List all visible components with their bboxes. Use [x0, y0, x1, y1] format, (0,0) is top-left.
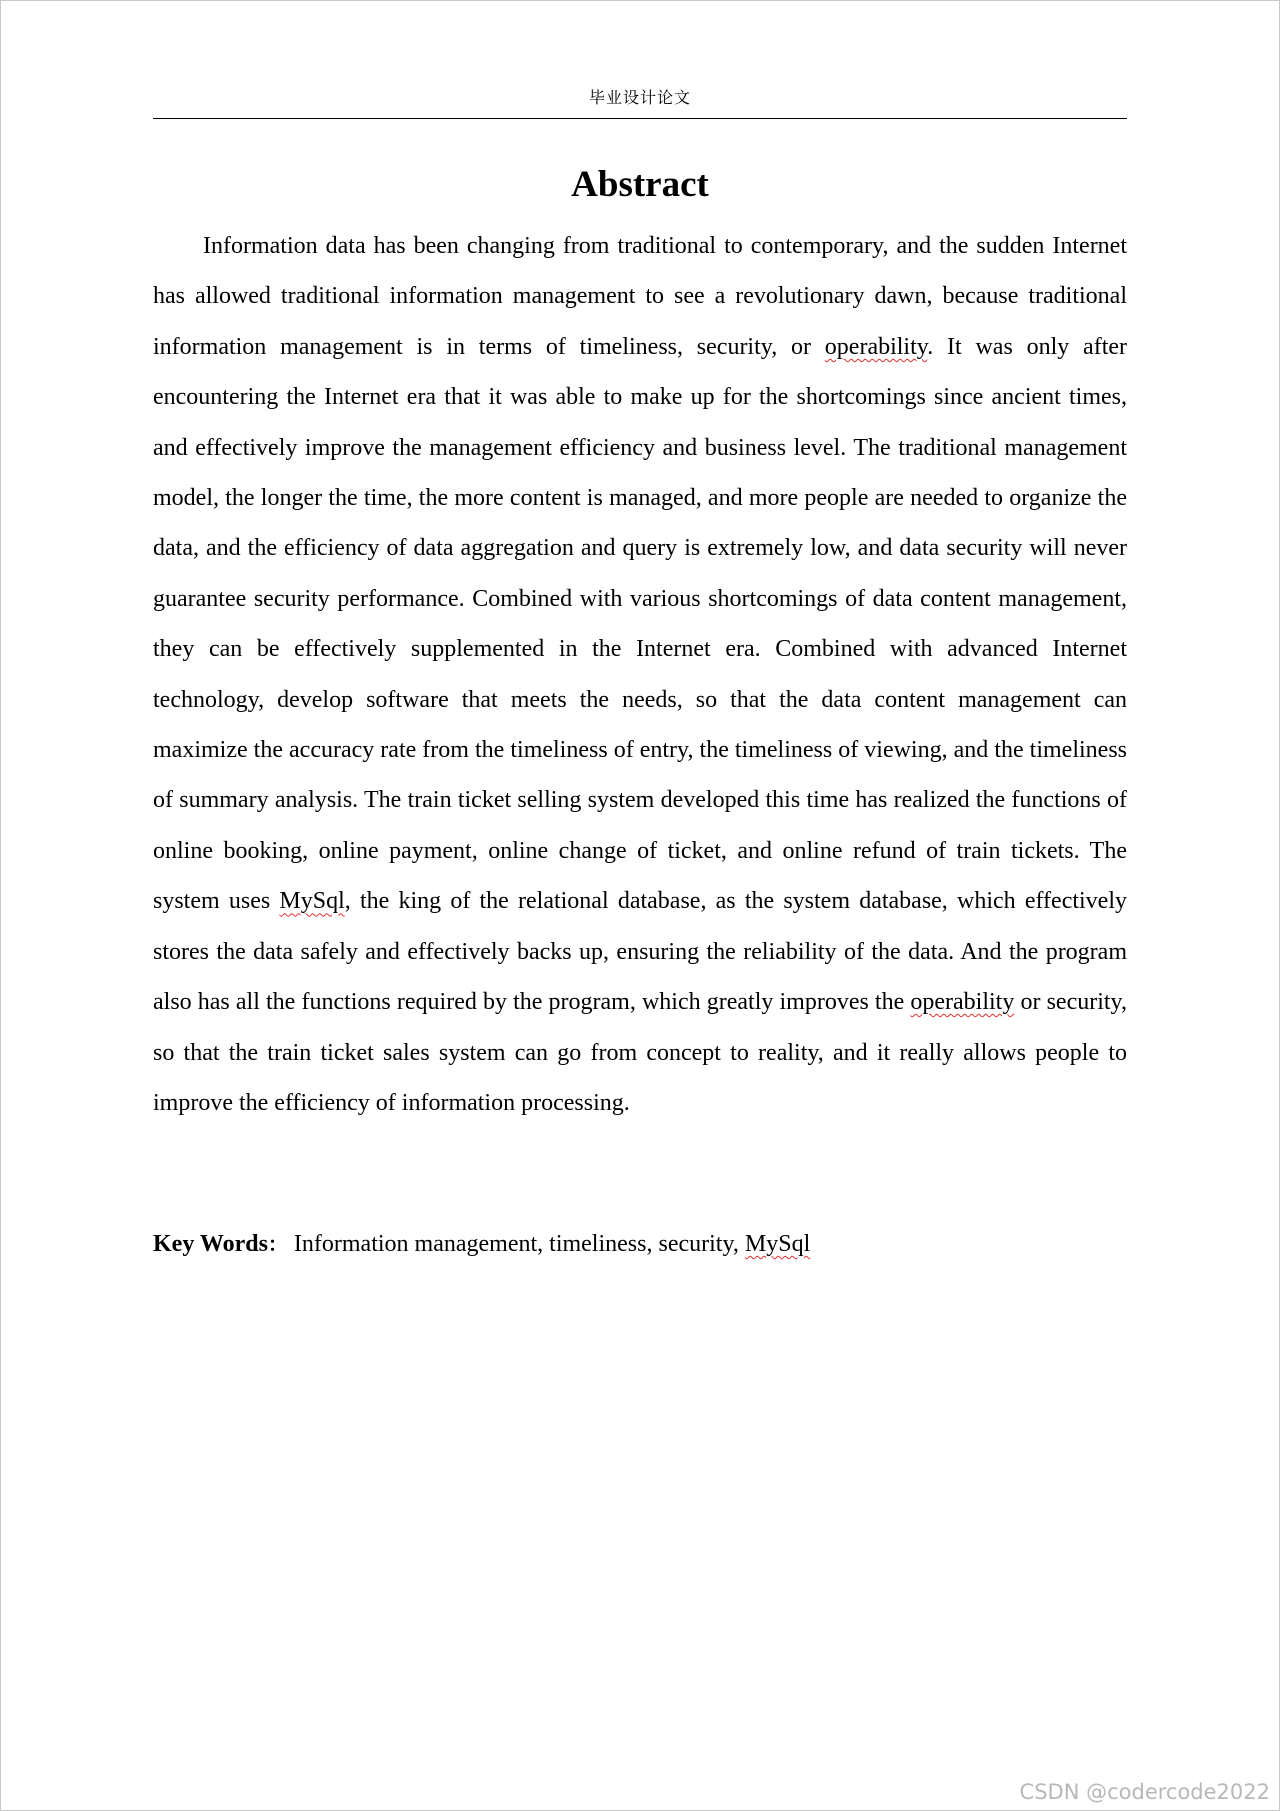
page-header: [153, 88, 1127, 119]
watermark: CSDN @codercode2022: [1019, 1780, 1270, 1804]
spellcheck-word-mysql: MySql: [279, 888, 345, 915]
abstract-text-part-3: , the king of the relational database, as the system database, which effectively stores the data safely and effectively backs up, ensuring the reliability of the data. And the program also has all the functions required by the program, which greatly improves the: [153, 888, 1128, 1016]
abstract-paragraph: [153, 221, 1127, 1128]
header-title: 毕业设计论文: [588, 88, 691, 107]
spellcheck-word-operability: operability: [824, 333, 928, 360]
spellcheck-word-operability-2: operability: [910, 989, 1015, 1016]
abstract-text-part-2: . It was only after encountering the Internet era that it was able to make up for the shortcomings since ancient times, and effectively improve the management efficiency and business level. The traditional management model, the longer the time, the more content is managed, and more people are needed to organize the data, and the efficiency of data aggregation and query is extremely low, and data security will never guarantee security performance. Combined with various shortcomings of data content management, they can be effectively supplemented in the Internet era. Combined with advanced Internet technology, develop software that meets the needs, so that the data content management can maximize the accuracy rate from the timeliness of entry, the timeliness of viewing, and the timeliness of summary analysis. The train ticket selling system developed this time has realized the functions of online booking, online payment, online change of ticket, and online refund of train tickets. The system uses: [153, 333, 1128, 915]
keywords-text: Information management, timeliness, security,: [293, 1231, 745, 1257]
abstract-text-part-1: Information data has been changing from traditional to contemporary, and the sudden Internet has allowed traditional information management to see a revolutionary dawn, because traditional information management is in terms of timeliness, security, or: [153, 233, 1127, 360]
keywords-line: [153, 1222, 1127, 1266]
abstract-title: Abstract: [571, 164, 709, 205]
keywords-last-word: MySql: [744, 1231, 811, 1257]
keywords-colon: ：: [267, 1232, 288, 1256]
abstract-text-part-4: or security, so that the train ticket sales system can go from concept to reality, and it really allows people to improve the efficiency of information processing.: [153, 989, 1127, 1116]
keywords-label: Key Words: [153, 1231, 268, 1257]
